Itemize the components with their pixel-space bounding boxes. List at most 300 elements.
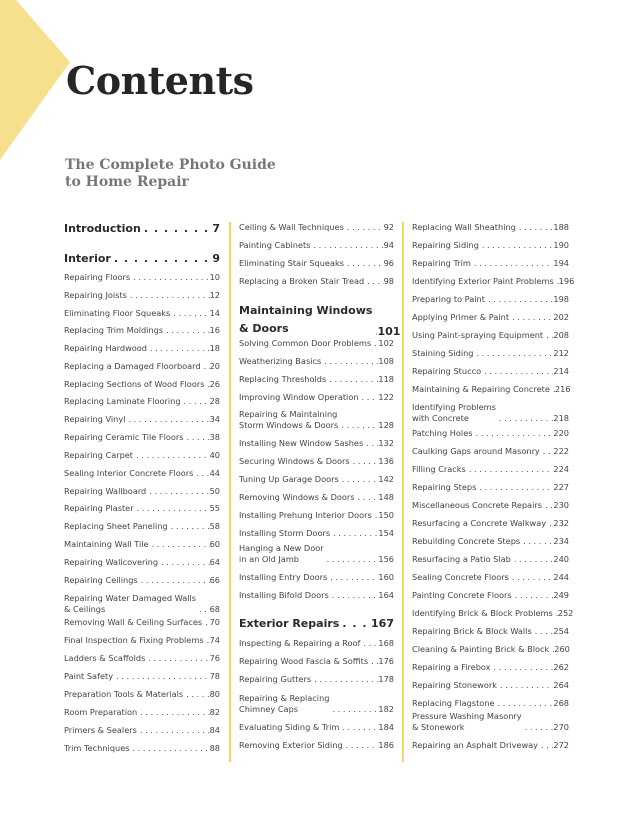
toc-page-number: 44 [209, 468, 220, 478]
toc-entry [239, 374, 394, 385]
toc-entry [64, 432, 220, 443]
leader-dots [371, 338, 378, 349]
leader-dots [485, 294, 553, 305]
toc-section-heading [239, 302, 401, 338]
toc-page-number: 198 [553, 294, 569, 304]
toc-entry-title: Patching Holes [412, 428, 473, 438]
leader-dots [184, 432, 210, 443]
toc-page-number: 18 [209, 343, 220, 353]
toc-page-number: 50 [209, 486, 220, 496]
toc-entry [412, 500, 569, 511]
toc-entry [412, 536, 569, 547]
toc-entry-title: Painting Concrete Floors [412, 590, 512, 600]
toc-entry [239, 740, 394, 751]
toc-page-number: 212 [553, 348, 569, 358]
toc-entry [239, 543, 394, 565]
leader-dots [512, 590, 554, 601]
toc-entry-title: Repairing Ceilings [64, 575, 138, 585]
toc-page-number: 244 [553, 572, 569, 582]
toc-page-number: 80 [209, 689, 220, 699]
toc-entry-title: Identifying Brick & Block Problems [412, 608, 553, 618]
leader-dots [311, 674, 378, 685]
toc-entry [412, 464, 569, 475]
toc-entry-title: Installing New Window Sashes [239, 438, 364, 448]
toc-page-number: 178 [378, 674, 394, 684]
toc-entry-title: Repairing & Maintaining Storm Windows & Doors [239, 409, 339, 430]
toc-entry [239, 638, 394, 649]
toc-page-number: 9 [212, 252, 220, 265]
toc-page-number: 94 [383, 240, 394, 250]
leader-dots [546, 518, 553, 529]
leader-dots [532, 626, 554, 637]
toc-section-heading [64, 252, 220, 265]
toc-entry-title: Repairing Plaster [64, 503, 134, 513]
toc-entry-title: Repairing Steps [412, 482, 477, 492]
toc-page-number: 214 [553, 366, 569, 376]
toc-page-number: 227 [553, 482, 569, 492]
toc-page-number: 150 [378, 510, 394, 520]
toc-entry [239, 438, 394, 449]
toc-entry-title: Repairing Trim [412, 258, 471, 268]
toc-entry-title: Improving Window Operation [239, 392, 359, 402]
toc-entry-title: Evaluating Siding & Trim [239, 722, 340, 732]
leader-dots [201, 361, 210, 372]
leader-dots [473, 428, 554, 439]
toc-page-number: 176 [378, 656, 394, 666]
toc-entry [64, 272, 220, 283]
toc-entry [64, 593, 220, 615]
toc-entry [239, 222, 394, 233]
toc-entry [412, 312, 569, 323]
toc-entry-title: Preparing to Paint [412, 294, 485, 304]
toc-page-number: 55 [209, 503, 220, 513]
toc-section-heading [64, 222, 220, 235]
toc-entry-title: Ladders & Scaffolds [64, 653, 146, 663]
toc-page-number: 60 [209, 539, 220, 549]
leader-dots [363, 438, 378, 449]
toc-page-number: 190 [553, 240, 569, 250]
leader-dots [496, 413, 553, 424]
toc-entry-title: Final Inspection & Fixing Problems [64, 635, 204, 645]
toc-page-number: 270 [553, 722, 569, 732]
toc-page-number: 68 [209, 604, 220, 614]
leader-dots [137, 725, 210, 736]
toc-entry [64, 325, 220, 336]
toc-entry-title: Room Preparation [64, 707, 138, 717]
toc-page-number: 40 [209, 450, 220, 460]
leader-dots [310, 240, 383, 251]
toc-entry [239, 510, 394, 521]
toc-entry [64, 539, 220, 550]
leader-dots [163, 325, 209, 336]
toc-entry [64, 361, 220, 372]
toc-page-number: 38 [209, 432, 220, 442]
toc-entry-title: Cleaning & Painting Brick & Block [412, 644, 550, 654]
toc-entry [64, 557, 220, 568]
toc-entry-title: Installing Bifold Doors [239, 590, 329, 600]
leader-dots [339, 722, 378, 733]
toc-page-number: 268 [553, 698, 569, 708]
toc-page-number: 122 [378, 392, 394, 402]
toc-entry [239, 338, 394, 349]
toc-entry-title: Repairing Stonework [412, 680, 497, 690]
toc-entry [239, 356, 394, 367]
toc-page-number: 202 [553, 312, 569, 322]
toc-entry-title: Repairing Floors [64, 272, 131, 282]
toc-page-number: 184 [378, 722, 394, 732]
toc-entry [64, 617, 220, 628]
leader-dots [543, 330, 553, 341]
toc-entry [64, 308, 220, 319]
leader-dots [473, 348, 553, 359]
leader-dots [183, 689, 209, 700]
toc-entry-title: Removing Wall & Ceiling Surfaces [64, 617, 203, 627]
toc-entry-title: Repairing Water Damaged Walls & Ceilings [64, 593, 197, 614]
leader-dots [479, 240, 554, 251]
toc-entry-title: Sealing Interior Concrete Floors [64, 468, 194, 478]
leader-dots [196, 604, 210, 615]
leader-dots [522, 722, 554, 733]
toc-page-number: 76 [209, 653, 220, 663]
toc-entry [239, 693, 394, 715]
leader-dots [350, 456, 379, 467]
leader-dots [149, 539, 210, 550]
toc-entry-title: Paint Safety [64, 671, 114, 681]
toc-page-number: 240 [553, 554, 569, 564]
toc-page-number: 64 [209, 557, 220, 567]
toc-page-number: 84 [209, 725, 220, 735]
toc-entry-title: Replacing Trim Moldings [64, 325, 164, 335]
leader-dots [330, 528, 378, 539]
toc-entry [64, 575, 220, 586]
leader-dots [491, 662, 554, 673]
toc-page-number: 16 [209, 325, 220, 335]
toc-page-number: 154 [378, 528, 394, 538]
page-title: Contents [66, 58, 254, 103]
toc-entry-title: Repairing Hardwood [64, 343, 147, 353]
toc-page-number: 224 [553, 464, 569, 474]
toc-entry-title: Ceiling & Wall Techniques [239, 222, 344, 232]
leader-dots [355, 492, 379, 503]
toc-entry [64, 486, 220, 497]
leader-dots [339, 474, 379, 485]
toc-page-number: 156 [378, 554, 394, 564]
toc-entry-title: Replacing Flagstone [412, 698, 495, 708]
toc-entry [412, 276, 575, 287]
toc-entry [412, 590, 569, 601]
toc-entry [412, 366, 569, 377]
toc-page-number: 128 [378, 420, 394, 430]
leader-dots [321, 356, 378, 367]
toc-entry [412, 680, 569, 691]
toc-entry [64, 379, 220, 390]
column-divider [229, 222, 231, 762]
leader-dots [339, 617, 371, 630]
toc-entry-title: Replacing Laminate Flooring [64, 396, 181, 406]
toc-page-number: 12 [209, 290, 220, 300]
toc-entry [239, 590, 394, 601]
toc-entry [412, 740, 569, 751]
leader-dots [202, 617, 209, 628]
toc-entry [239, 409, 394, 431]
toc-entry-title: Repairing Wallcovering [64, 557, 159, 567]
leader-dots [511, 554, 554, 565]
leader-dots [364, 276, 383, 287]
toc-entry-title: Preparation Tools & Materials [64, 689, 184, 699]
toc-page-number: 78 [209, 671, 220, 681]
leader-dots [372, 510, 379, 521]
toc-page-number: 216 [554, 384, 571, 394]
leader-dots [476, 482, 553, 493]
toc-entry [239, 456, 394, 467]
toc-entry-title: Repairing an Asphalt Driveway [412, 740, 539, 750]
toc-entry-title: Pressure Washing Masonry & Stonework [412, 711, 522, 732]
toc-page-number: 164 [378, 590, 394, 600]
toc-page-number: 102 [378, 338, 394, 348]
leader-dots [520, 536, 553, 547]
toc-entry-title: Repairing Siding [412, 240, 479, 250]
toc-page-number: 252 [557, 608, 574, 618]
toc-entry-title: Repairing Wallboard [64, 486, 147, 496]
toc-page-number: 160 [378, 572, 394, 582]
leader-dots [329, 704, 378, 715]
toc-entry-title: Rebuilding Concrete Steps [412, 536, 521, 546]
leader-dots [509, 312, 553, 323]
toc-page-number: 34 [209, 414, 220, 424]
toc-page-number: 218 [553, 413, 569, 423]
toc-entry-title: Removing Exterior Siding [239, 740, 343, 750]
toc-entry-title: Repairing Ceramic Tile Floors [64, 432, 184, 442]
toc-page-number: 10 [209, 272, 220, 282]
toc-entry-title: Replacing a Damaged Floorboard [64, 361, 201, 371]
toc-entry-title: Installing Prehung Interior Doors [239, 510, 372, 520]
toc-page-number: 188 [553, 222, 569, 232]
toc-page-number: 194 [553, 258, 569, 268]
toc-entry [239, 572, 394, 583]
leader-dots [127, 290, 210, 301]
toc-page-number: 7 [212, 222, 220, 235]
toc-entry [239, 656, 394, 667]
leader-dots [130, 743, 210, 754]
toc-page-number: 101 [377, 325, 401, 338]
toc-entry-title: Repairing Vinyl [64, 414, 126, 424]
toc-entry-title: Identifying Problems with Concrete [412, 402, 496, 423]
toc-entry [239, 722, 394, 733]
toc-entry-title: Securing Windows & Doors [239, 456, 350, 466]
leader-dots [137, 707, 209, 718]
toc-entry [412, 402, 569, 424]
toc-page-number: 232 [553, 518, 569, 528]
leader-dots [344, 258, 384, 269]
toc-entry [64, 503, 220, 514]
toc-entry-title: Staining Siding [412, 348, 474, 358]
toc-entry-title: Eliminating Floor Squeaks [64, 308, 171, 318]
toc-entry-title: Identifying Exterior Paint Problems [412, 276, 554, 286]
toc-page-number: 70 [209, 617, 220, 627]
toc-page-number: 196 [558, 276, 575, 286]
toc-entry [64, 689, 220, 700]
toc-entry [64, 343, 220, 354]
toc-entry-title: Inspecting & Repairing a Roof [239, 638, 361, 648]
toc-page-number: 88 [209, 743, 220, 753]
toc-entry [64, 743, 220, 754]
leader-dots [170, 308, 209, 319]
toc-page-number: 26 [209, 379, 220, 389]
toc-entry-title: Painting Cabinets [239, 240, 311, 250]
toc-entry [239, 492, 394, 503]
toc-page-number: 148 [378, 492, 394, 502]
leader-dots [368, 656, 378, 667]
toc-entry [412, 222, 569, 233]
leader-dots [138, 575, 210, 586]
toc-entry-title: Weatherizing Basics [239, 356, 322, 366]
toc-entry [64, 725, 220, 736]
toc-entry [412, 348, 569, 359]
toc-page-number: 14 [209, 308, 220, 318]
toc-entry-title: Interior [64, 252, 111, 265]
toc-entry [239, 258, 394, 269]
toc-page-number: 58 [209, 521, 220, 531]
toc-entry [412, 240, 569, 251]
toc-entry-title: Installing Entry Doors [239, 572, 328, 582]
toc-entry [239, 240, 394, 251]
toc-entry-title: Eliminating Stair Squeaks [239, 258, 344, 268]
toc-entry-title: Using Paint-spraying Equipment [412, 330, 544, 340]
leader-dots [509, 572, 553, 583]
leader-dots [326, 374, 378, 385]
leader-dots [113, 671, 210, 682]
toc-entry [64, 450, 220, 461]
yellow-corner-triangle [0, 0, 70, 160]
toc-page-number: 118 [378, 374, 394, 384]
toc-page-number: 20 [209, 361, 220, 371]
toc-entry [64, 653, 220, 664]
toc-entry [412, 258, 569, 269]
leader-dots [193, 468, 209, 479]
leader-dots [181, 396, 210, 407]
column-divider [402, 222, 404, 762]
toc-entry [239, 528, 394, 539]
toc-page-number: 260 [554, 644, 570, 654]
toc-entry-title: Replacing Sheet Paneling [64, 521, 168, 531]
toc-entry-title: Repairing Carpet [64, 450, 134, 460]
toc-page-number: 136 [378, 456, 394, 466]
leader-dots [147, 343, 210, 354]
leader-dots [343, 740, 379, 751]
toc-page-number: 272 [553, 740, 569, 750]
leader-dots [338, 420, 378, 431]
toc-page-number: 66 [209, 575, 220, 585]
leader-dots [344, 222, 384, 233]
toc-entry [64, 635, 220, 646]
toc-entry-title: Repairing Joists [64, 290, 127, 300]
toc-page-number: 108 [378, 356, 394, 366]
toc-entry [64, 468, 220, 479]
toc-page-number: 132 [378, 438, 394, 448]
toc-page-number: 28 [209, 396, 220, 406]
toc-page-number: 142 [378, 474, 394, 484]
toc-page-number: 254 [553, 626, 569, 636]
leader-dots [141, 222, 213, 235]
toc-entry-title: Trim Techniques [64, 743, 130, 753]
toc-entry [64, 521, 220, 532]
toc-entry-title: Hanging a New Door in an Old Jamb [239, 543, 324, 564]
toc-entry [239, 674, 394, 685]
toc-page-number: 168 [378, 638, 394, 648]
toc-entry [412, 572, 569, 583]
toc-entry [412, 626, 569, 637]
toc-entry-title: Repairing Wood Fascia & Soffits [239, 656, 369, 666]
toc-page-number: 186 [378, 740, 394, 750]
toc-page-number: 182 [378, 704, 394, 714]
toc-entry-title: Primers & Sealers [64, 725, 137, 735]
toc-entry-title: Removing Windows & Doors [239, 492, 355, 502]
leader-dots [542, 500, 553, 511]
toc-entry-title: Filling Cracks [412, 464, 466, 474]
leader-dots [327, 572, 378, 583]
toc-page-number: 262 [553, 662, 569, 672]
leader-dots [538, 740, 553, 751]
book-subtitle: The Complete Photo Guide to Home Repair [65, 157, 276, 190]
toc-entry [412, 384, 569, 395]
toc-page-number: 220 [553, 428, 569, 438]
toc-page-number: 167 [371, 617, 394, 630]
toc-page-number: 92 [383, 222, 394, 232]
toc-entry [64, 396, 220, 407]
leader-dots [168, 521, 210, 532]
toc-entry-title: Caulking Gaps around Masonry [412, 446, 540, 456]
toc-entry-title: Installing Storm Doors [239, 528, 331, 538]
toc-entry-title: Repairing a Firebox [412, 662, 491, 672]
leader-dots [133, 450, 210, 461]
toc-entry-title: Replacing Wall Sheathing [412, 222, 516, 232]
leader-dots [125, 414, 209, 425]
toc-page-number: 230 [553, 500, 569, 510]
toc-entry-title: Miscellaneous Concrete Repairs [412, 500, 542, 510]
toc-page-number: 74 [209, 635, 220, 645]
leader-dots [329, 590, 379, 601]
toc-entry-title: Applying Primer & Paint [412, 312, 510, 322]
leader-dots [497, 680, 553, 691]
leader-dots [111, 252, 213, 265]
toc-entry-title: Exterior Repairs [239, 617, 340, 630]
toc-entry-title: Repairing Stucco [412, 366, 482, 376]
toc-entry [412, 482, 569, 493]
toc-entry [412, 698, 569, 709]
toc-entry [412, 644, 569, 655]
toc-entry [64, 290, 220, 301]
toc-entry [412, 518, 569, 529]
leader-dots [495, 698, 554, 709]
toc-entry-title: Repairing Gutters [239, 674, 312, 684]
toc-entry-title: Replacing Thresholds [239, 374, 327, 384]
leader-dots [360, 638, 378, 649]
toc-entry [412, 428, 569, 439]
toc-entry-title: Introduction [64, 222, 141, 235]
toc-entry [412, 330, 569, 341]
toc-entry [412, 711, 569, 733]
toc-entry-title: Tuning Up Garage Doors [239, 474, 339, 484]
leader-dots [158, 557, 210, 568]
toc-page-number: 98 [383, 276, 394, 286]
toc-page-number: 222 [553, 446, 569, 456]
leader-dots [145, 653, 209, 664]
toc-entry-title: Repairing Brick & Block Walls [412, 626, 532, 636]
toc-page-number: 96 [383, 258, 394, 268]
leader-dots [130, 272, 209, 283]
toc-entry [239, 392, 394, 403]
toc-entry [64, 671, 220, 682]
